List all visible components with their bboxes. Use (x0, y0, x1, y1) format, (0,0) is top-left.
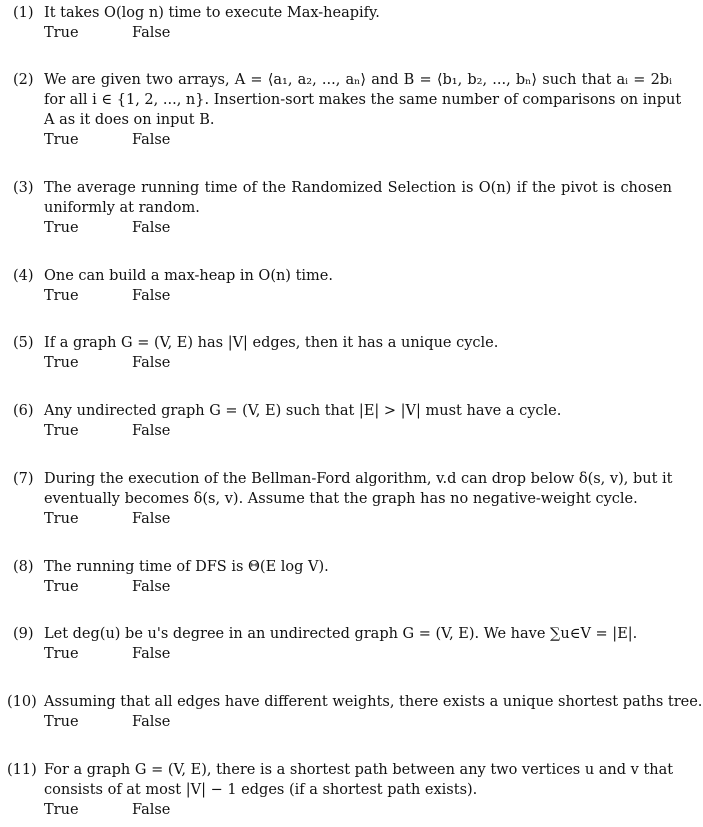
question-text-line: uniformly at random. (44, 200, 200, 216)
true-option[interactable]: True (44, 511, 79, 527)
question-text-line: During the execution of the Bellman-Ford algorithm, v.d can drop below δ(s, v), but it (44, 471, 673, 487)
answer-options (0, 577, 700, 597)
false-option[interactable]: False (132, 714, 171, 730)
question-text-line: Any undirected graph G = (V, E) such that |E| > |V| must have a cycle. (44, 403, 562, 419)
question-text-line: For a graph G = (V, E), there is a shortest path between any two vertices u and v that (44, 762, 674, 778)
false-option[interactable]: False (132, 25, 171, 41)
false-option[interactable]: False (132, 579, 171, 595)
question-number: (3) (13, 180, 34, 196)
true-option[interactable]: True (44, 132, 79, 148)
question-number: (7) (13, 471, 34, 487)
question-text-line: Let deg(u) be u's degree in an undirected graph G = (V, E). We have ∑u∈V = |E|. (44, 626, 638, 642)
question-number: (6) (13, 403, 34, 419)
question-3 (0, 178, 700, 238)
answer-options (0, 23, 700, 43)
answer-options (0, 130, 700, 150)
answer-options (0, 509, 700, 529)
true-option[interactable]: True (44, 646, 79, 662)
question-11 (0, 760, 700, 820)
answer-options (0, 286, 700, 306)
question-text-line: If a graph G = (V, E) has |V| edges, then it has a unique cycle. (44, 335, 499, 351)
question-5 (0, 333, 700, 373)
answer-options (0, 644, 700, 664)
question-text-line: We are given two arrays, A = ⟨a₁, a₂, ..., aₙ⟩ and B = ⟨b₁, b₂, ..., bₙ⟩ such that aᵢ = 2bᵢ (44, 72, 672, 88)
question-number: (11) (7, 762, 37, 778)
question-1 (0, 3, 700, 43)
true-option[interactable]: True (44, 220, 79, 236)
question-number: (8) (13, 559, 34, 575)
question-text-line: for all i ∈ {1, 2, ..., n}. Insertion-sort makes the same number of comparisons on input (44, 92, 682, 108)
answer-options (0, 800, 700, 820)
question-text-line: Assuming that all edges have different weights, there exists a unique shortest paths tree. (44, 694, 703, 710)
true-option[interactable]: True (44, 355, 79, 371)
question-6 (0, 401, 700, 441)
question-text-line: One can build a max-heap in O(n) time. (44, 268, 333, 284)
question-text-line: The average running time of the Randomized Selection is O(n) if the pivot is chosen (44, 180, 672, 196)
true-option[interactable]: True (44, 25, 79, 41)
answer-options (0, 421, 700, 441)
question-number: (5) (13, 335, 34, 351)
false-option[interactable]: False (132, 423, 171, 439)
false-option[interactable]: False (132, 288, 171, 304)
false-option[interactable]: False (132, 132, 171, 148)
question-text-line: A as it does on input B. (44, 112, 215, 128)
false-option[interactable]: False (132, 355, 171, 371)
true-option[interactable]: True (44, 579, 79, 595)
question-number: (10) (7, 694, 37, 710)
question-number: (1) (13, 5, 34, 21)
question-text-line: eventually becomes δ(s, v). Assume that the graph has no negative-weight cycle. (44, 491, 638, 507)
question-8 (0, 557, 700, 597)
question-text-line: It takes O(log n) time to execute Max-heapify. (44, 5, 380, 21)
answer-options (0, 712, 700, 732)
question-number: (9) (13, 626, 34, 642)
false-option[interactable]: False (132, 511, 171, 527)
question-9 (0, 624, 700, 664)
true-option[interactable]: True (44, 423, 79, 439)
question-number: (4) (13, 268, 34, 284)
question-number: (2) (13, 72, 34, 88)
question-text-line: The running time of DFS is Θ(E log V). (44, 559, 329, 575)
question-text-line: consists of at most |V| − 1 edges (if a shortest path exists). (44, 782, 478, 798)
answer-options (0, 218, 700, 238)
true-option[interactable]: True (44, 288, 79, 304)
false-option[interactable]: False (132, 220, 171, 236)
answer-options (0, 353, 700, 373)
false-option[interactable]: False (132, 646, 171, 662)
true-option[interactable]: True (44, 714, 79, 730)
question-2 (0, 70, 700, 150)
question-7 (0, 469, 700, 529)
true-option[interactable]: True (44, 802, 79, 818)
question-4 (0, 266, 700, 306)
false-option[interactable]: False (132, 802, 171, 818)
question-10 (0, 692, 703, 732)
